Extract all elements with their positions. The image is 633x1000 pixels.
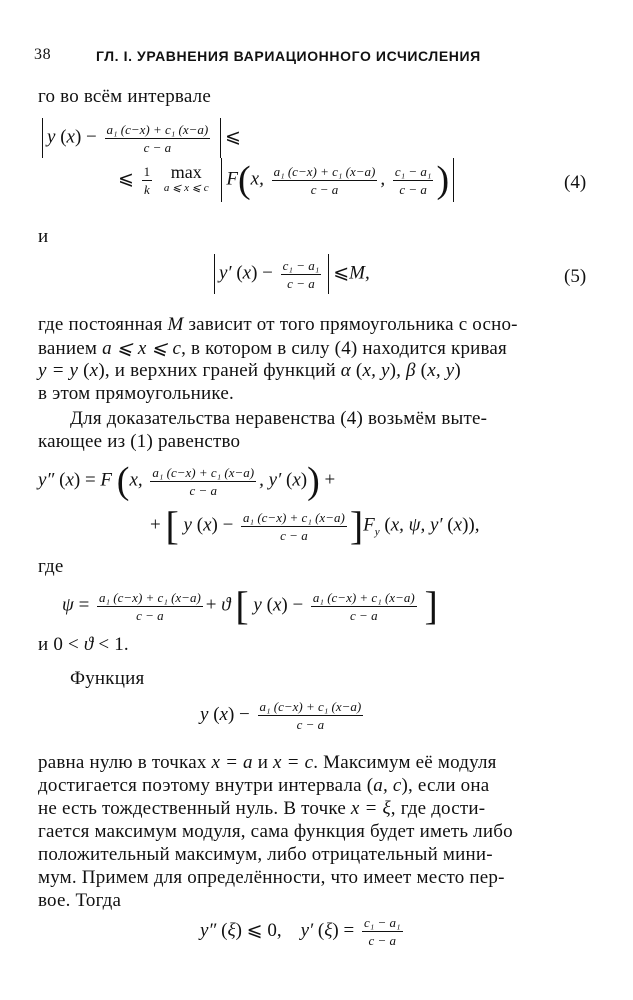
fraction-numerator: a₁ (c−x) + c₁ (x−a) <box>99 589 201 605</box>
text-span: зависит от того прямоугольника с осно- <box>188 314 518 335</box>
fraction-denominator: c − a <box>399 181 427 197</box>
fraction-numerator: a₁ (c−x) + c₁ (x−a) <box>243 509 345 525</box>
fraction-denominator: c − a <box>280 527 308 543</box>
text-span: и <box>257 752 269 773</box>
equation-5: y′ (x) − $\frac{\text{c₁ − a₁}}{c - a}$ ⩽M, <box>210 254 370 294</box>
fraction-denominator: c − a <box>368 933 396 948</box>
fraction-denominator: c − a <box>350 607 378 623</box>
equation-y2-line1: y″ (x) = F (x, $\frac{\text{a₁ (c−x) + c₁ (x−a)}}{c - a}$ , y′ (x)) + <box>38 460 336 502</box>
fraction-numerator: a₁ (c−x) + c₁ (x−a) <box>312 589 415 605</box>
text-span: , где дости- <box>390 798 486 819</box>
fraction-denominator: c − a <box>143 139 172 155</box>
paragraph-3-line4: гается максимум модуля, сама функция будет иметь либо <box>38 821 513 842</box>
text-line-continuation: го во всём интервале <box>38 86 211 107</box>
equation-y2-line2: + [ y (x) − $\frac{\text{a₁ (c−x) + c₁ (x−a)}}{c - a}$ ]$F_y$ (x, ψ, y′ (x)), <box>150 503 480 548</box>
paragraph-3-line2: достигается поэтому внутри интервала (a, c), если она <box>38 775 490 796</box>
fraction-denominator: c − a <box>296 717 325 732</box>
paragraph-1-line3: y = y (x), и верхних граней функций α (x, y), β (x, y) <box>38 360 461 381</box>
fraction-numerator: a₁ (c−x) + c₁ (x−a) <box>273 163 376 179</box>
paragraph-3-line3: не есть тождественный нуль. В точке x = ξ, где дости- <box>38 798 486 819</box>
paragraph-3-line6: мум. Примем для определённости, что имеет место пер- <box>38 867 505 888</box>
word-function: Функция <box>70 668 145 689</box>
paragraph-2-line1: Для доказательства неравенства (4) возьмём выте- <box>70 408 488 429</box>
text-span: не есть тождественный нуль. В точке <box>38 798 346 819</box>
equation-psi: ψ = $\frac{\text{a₁ (c−x) + c₁ (x−a)}}{c - a}$ + ϑ [ y (x) − $\frac{\text{a₁ (c−x) + c₁ (x−a)}}{c - a}$ ] <box>62 583 438 628</box>
paragraph-3-line7: вое. Тогда <box>38 890 122 911</box>
fraction-numerator: c₁ − a₁ <box>282 257 320 273</box>
paragraph-3-line1: равна нулю в точках x = a и x = c. Максимум её модуля <box>38 752 497 773</box>
fraction-numerator: a₁ (c−x) + c₁ (x−a) <box>259 699 362 714</box>
fraction-denominator: c − a <box>189 482 218 498</box>
text-span: достигается поэтому внутри интервала ( <box>38 775 374 796</box>
fraction-numerator: c₁ − a₁ <box>394 163 432 179</box>
equation-4-tag: (4) <box>564 172 587 193</box>
fraction-denominator: c − a <box>287 275 315 291</box>
paragraph-3-line5: положительный максимум, либо отрицательный мини- <box>38 844 493 865</box>
page-number: 38 <box>34 46 52 63</box>
equation-final: y″ (ξ) ⩽ 0, y′ (ξ) = $\frac{\text{c₁ − a₁}}{c - a}$ <box>200 915 401 948</box>
max-operator: max a ⩽ x ⩽ c <box>163 162 209 194</box>
fraction-numerator: c₁ − a₁ <box>363 915 401 930</box>
text-span: , в котором в силу (4) находится кривая <box>181 338 507 359</box>
text-span: . Максимум её модуля <box>313 752 497 773</box>
fraction <box>105 121 211 156</box>
text-span: и верхних граней функций <box>114 360 336 381</box>
text-span: где постоянная <box>38 314 163 335</box>
paragraph-2-line2: кающее из (1) равенство <box>38 431 241 452</box>
condition-line: и 0 < ϑ < 1. <box>38 634 129 655</box>
fraction-numerator: a₁ (c−x) + c₁ (x−a) <box>152 464 255 480</box>
paragraph-1-line2: ванием a ⩽ x ⩽ c, в котором в силу (4) находится кривая <box>38 338 507 359</box>
equation-4-line2: ⩽ $\frac{1}{k}$ max a ⩽ x ⩽ c F(x, $\frac{\text{a₁ (c−x) + c₁ (x−a)}}{c - a}$ , $\frac{\text{c₁ − a₁}}{c - a}$ ) <box>118 158 458 202</box>
running-title: ГЛ. I. УРАВНЕНИЯ ВАРИАЦИОННОГО ИСЧИСЛЕНИЯ <box>96 48 481 64</box>
text-span: ), если она <box>401 775 490 796</box>
fraction-denominator: c − a <box>310 181 339 197</box>
text-span: ванием <box>38 338 98 359</box>
word-where: где <box>38 556 64 577</box>
paragraph-1-line1: где постоянная M зависит от того прямоугольника с осно- <box>38 314 518 335</box>
paragraph-1-line4: в этом прямоугольнике. <box>38 383 234 404</box>
text-span: и <box>38 634 49 655</box>
equation-4-line1: y (x) − $\frac{\text{a₁ (c−x) + c₁ (x−a)}}{c - a}$ ⩽ <box>38 118 241 158</box>
text-span: равна нулю в точках <box>38 752 207 773</box>
expression-function: y (x) − $\frac{\text{a₁ (c−x) + c₁ (x−a)}}{c - a}$ <box>200 699 362 732</box>
fraction-numerator: a₁ (c−x) + c₁ (x−a) <box>106 121 209 137</box>
word-and: и <box>38 226 49 247</box>
equation-5-tag: (5) <box>564 266 587 287</box>
fraction-denominator: c − a <box>136 607 164 623</box>
